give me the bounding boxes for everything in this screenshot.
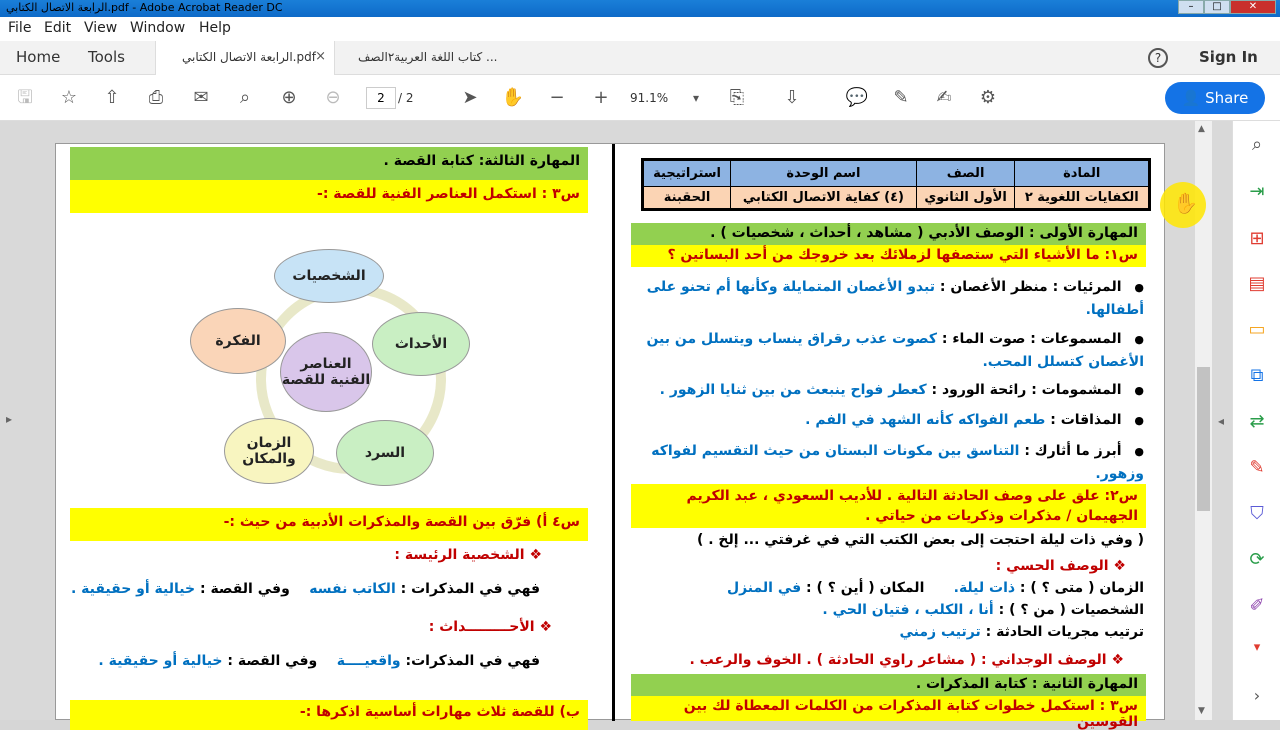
events-line [70,650,540,672]
page-total: / 2 [398,91,414,105]
sensory-heading: ❖ الوصف الحسي : [995,558,1126,574]
label: وفي القصة : [227,653,318,669]
table-header: اسم الوحدة [731,160,917,187]
circle-idea: الفكرة [190,308,286,374]
menu-view[interactable]: View [84,20,118,36]
answer: ذات ليلة. [953,580,1016,596]
answer: تبدو الأغصان المتمايلة وكأنها أم تحنو على أطفالها. [646,279,1144,318]
more-tools-expand-icon[interactable]: ▾ [1253,640,1261,655]
lesson-info-table [641,158,1151,211]
scroll-mode-icon[interactable]: ⇩ [784,87,800,108]
email-icon[interactable]: ✉ [193,87,209,108]
collapse-panel-icon[interactable]: ◂ [1218,414,1225,428]
main-character-heading: ❖ الشخصية الرئيسة : [394,547,542,563]
answer: واقعيــــة [336,653,401,669]
question3-left: س٣ : استكمل العناصر الفنية للقصة :- [70,180,588,213]
bullet-highlight [634,440,1144,485]
answer: ( مشاعر راوي الحادثة ) . الخوف والرعب . [689,652,977,668]
skill2-heading: المهارة الثانية : كتابة المذكرات . [631,674,1146,696]
comment-panel-icon[interactable]: ▭ [1248,319,1266,340]
zoom-in-icon[interactable]: + [593,87,609,108]
tab-bar [0,41,1280,75]
table-header: الصف [916,160,1015,187]
zoom-out-icon[interactable]: − [549,87,565,108]
question3-right: س٣ : استكمل خطوات كتابة المذكرات من الكلمات المعطاة لك بين القوسين [631,696,1146,721]
circle-events: الأحداث [372,312,470,376]
answer: خيالية أو حقيقية . [70,581,196,597]
next-arrow-icon[interactable]: › [1253,686,1261,705]
table-cell: (٤) كفاية الاتصال الكتابي [731,187,917,210]
page-down-icon[interactable]: ⊖ [325,87,341,108]
select-cursor-icon[interactable]: ➤ [462,87,478,108]
menu-help[interactable]: Help [199,20,231,36]
characters-line [634,599,1144,621]
chevron-down-icon[interactable]: ▾ [692,91,700,105]
label: وفي القصة : [199,581,290,597]
tools-tab[interactable]: Tools [88,48,125,66]
zoom-search-icon[interactable]: ⌕ [239,87,251,108]
add-user-icon: 👤 [1181,89,1206,107]
cursor-highlight [1160,182,1206,228]
more-tools-icon[interactable]: ⚙ [979,87,997,108]
answer: كعطر فواح ينبعث من بين ثنايا الزهور . [659,382,927,398]
emotional-line [634,649,1124,671]
document-tab-label: الرابعة الاتصال الكتابي.pdf [182,50,316,64]
hand-tool-icon[interactable]: ✋ [501,87,525,108]
document-tab-active[interactable] [155,41,335,75]
answer: الكاتب نفسه [309,581,396,597]
label: المسموعات : صوت الماء : [941,331,1122,347]
circle-characters: الشخصيات [274,249,384,303]
comment-icon[interactable]: 💬 [845,87,869,108]
pdf-page [55,143,1165,730]
save-icon[interactable]: 🖫 [17,87,33,108]
table-cell: الكفايات اللغوية ٢ [1015,187,1150,210]
label: الزمان ( متى ؟ ) : [1019,580,1144,596]
skill1-heading: المهارة الأولى : الوصف الأدبي ( مشاهد ، أحداث ، شخصيات ) . [631,223,1146,245]
home-tab[interactable]: Home [16,48,61,66]
skill3-heading: المهارة الثالثة: كتابة القصة . [70,147,588,180]
center-circle: العناصر الفنية للقصة [280,332,372,412]
answer: أنا ، الكلب ، فتيان الحي . [822,602,994,618]
scroll-thumb[interactable] [1197,367,1210,511]
menu-bar [0,17,1280,41]
create-pdf-icon[interactable]: ⊞ [1249,228,1265,249]
order-line [634,621,1144,643]
main-character-line [70,578,540,600]
edit-pen-icon[interactable]: ✐ [1249,595,1265,616]
label: الشخصيات ( من ؟ ) : [998,602,1144,618]
search-icon[interactable]: ⌕ [1251,134,1263,155]
protect-shield-icon[interactable]: ⛉ [1250,503,1264,524]
hand-cursor-icon: ✋ [1173,191,1198,215]
page-up-icon[interactable]: ⊕ [281,87,297,108]
question1: س١: ما الأشياء التي ستصفها لزملائك بعد خروجك من أحد البساتين ؟ [631,245,1146,267]
menu-file[interactable]: File [8,20,32,36]
sign-icon[interactable]: ✍ [936,87,952,108]
label: ترتيب مجريات الحادثة : [985,624,1144,640]
label: فهي في المذكرات : [400,581,540,597]
label: المذاقات : [1050,412,1122,428]
help-icon[interactable]: ? [1148,48,1168,68]
time-place-line [634,577,1144,599]
label: المكان ( أين ؟ ) : [806,580,925,596]
column-divider [612,144,615,721]
circle-time-place: الزمان والمكان [224,418,314,484]
events-heading: ❖ الأحـــــــــداث : [428,619,552,635]
compress-icon[interactable]: ⇄ [1249,411,1265,432]
quote-text: ( وفي ذات ليلة احتجت إلى بعض الكتب التي في غرفتي ... إلخ . ) [696,532,1144,548]
scroll-up-icon[interactable]: ▲ [1198,124,1205,134]
answer: التناسق بين مكونات البستان من حيث التقسيم لفواكه وزهور. [651,443,1144,482]
menu-edit[interactable]: Edit [44,20,72,36]
zoom-level-select[interactable]: 91.1% [630,91,669,105]
share-label: Share [1205,89,1249,107]
bullet-visuals [634,276,1144,321]
answer: كصوت عذب رقراق ينساب ويتسلل من بين الأغصان كتسلل المحب. [646,331,1144,370]
question2: س٢: علق على وصف الحادثة التالية . للأديب السعودي ، عبد الكريم الجهيمان / مذكرات وذكريات من حياتي . [631,484,1146,528]
print-icon[interactable]: ⎙ [148,87,164,108]
organize-pages-icon[interactable]: ▤ [1248,273,1266,294]
highlight-pen-icon[interactable]: ✎ [893,87,909,108]
table-header: استراتيجية [643,160,731,187]
page-fit-icon[interactable]: ⎘ [729,87,745,108]
sign-in-link[interactable]: Sign In [1199,48,1258,66]
table-cell: الأول الثانوي [916,187,1015,210]
bookmark-star-icon[interactable]: ☆ [60,87,78,108]
toolbar [0,75,1280,121]
answer: في المنزل [726,580,802,596]
window-title: الرابعة الاتصال الكتابي.pdf - Adobe Acrobat Reader DC [6,1,283,14]
circle-narration: السرد [336,420,434,486]
close-tab-icon[interactable]: × [315,49,326,64]
upload-icon[interactable]: ⇧ [104,87,120,108]
left-panel-toggle-icon[interactable]: ▸ [6,412,13,426]
label: المرئيات : منظر الأغصان : [939,279,1122,295]
emotional-heading: ❖ الوصف الوجداني : [980,652,1124,668]
document-tab-2[interactable] [340,41,520,75]
question4a: س٤ أ) فرّق بين القصة والمذكرات الأدبية من حيث :- [70,508,588,541]
bullet-tastes [634,409,1144,432]
table-cell: الحقبنة [643,187,731,210]
scroll-down-icon[interactable]: ▼ [1198,706,1205,716]
bullet-smells [634,379,1144,402]
export-pdf-icon[interactable]: ⇥ [1249,181,1265,202]
answer: خيالية أو حقيقية . [98,653,223,669]
combine-files-icon[interactable]: ⧉ [1250,365,1264,386]
label: المشمومات : رائحة الورود : [931,382,1122,398]
maximize-button[interactable]: □ [1204,0,1230,14]
page-number-input[interactable]: 2 [366,87,396,109]
fill-sign-icon[interactable]: ✎ [1249,457,1265,478]
document-tab-2-label: كتاب اللغة العربية٢الصف ... [358,50,498,64]
bullet-sounds [634,328,1144,373]
answer: طعم الفواكه كأنه الشهد في الفم . [805,412,1046,428]
optimize-icon[interactable]: ⟳ [1249,549,1265,570]
table-header: المادة [1015,160,1150,187]
question4b: ب) للقصة ثلاث مهارات أساسية اذكرها :- [70,700,588,730]
label: فهي في المذكرات: [405,653,540,669]
title-bar [0,0,1280,17]
menu-window[interactable]: Window [130,20,186,36]
close-window-button[interactable]: ✕ [1230,0,1276,14]
label: أبرز ما أثارك : [1024,443,1122,459]
share-button[interactable] [1165,82,1265,114]
minimize-button[interactable]: – [1178,0,1204,14]
answer: ترتيب زمني [899,624,981,640]
